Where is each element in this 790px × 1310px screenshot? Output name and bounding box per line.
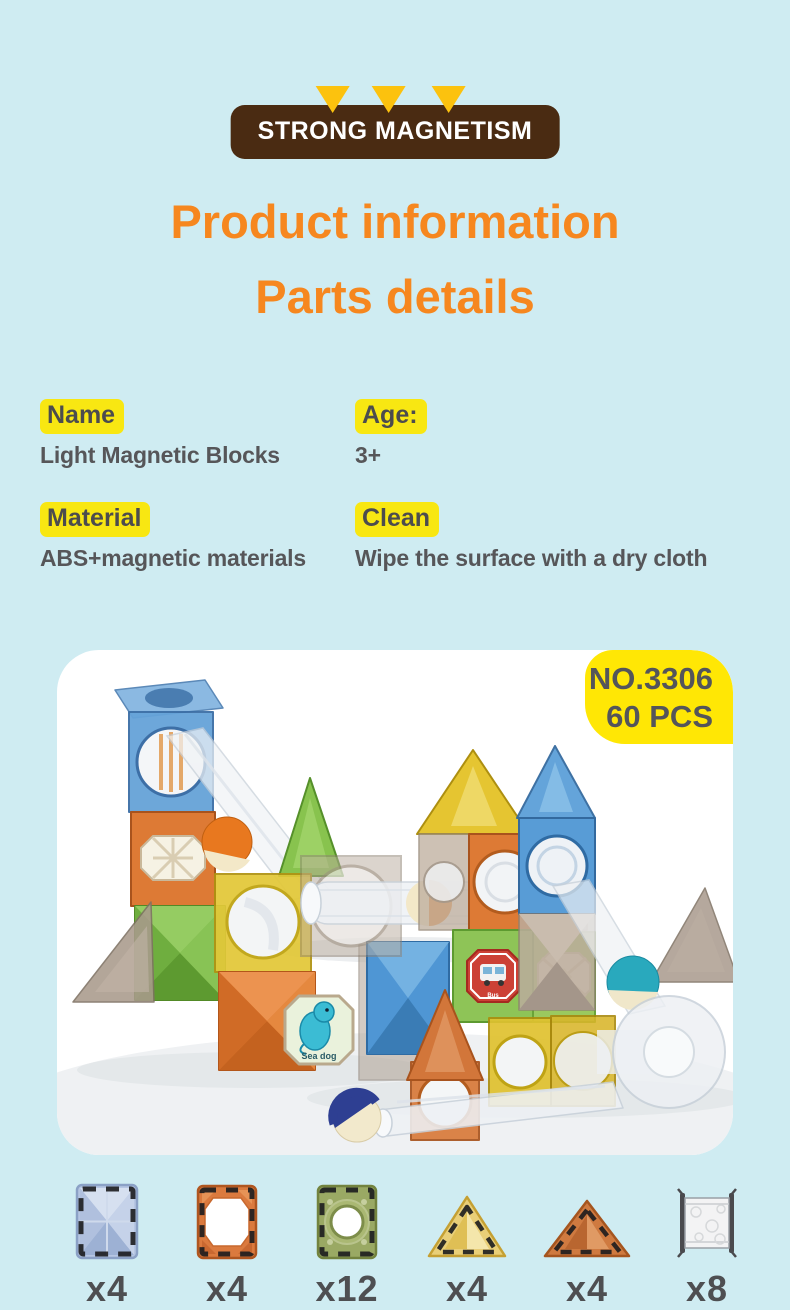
down-triangle-icon bbox=[432, 86, 466, 113]
spec-age-value: 3+ bbox=[355, 442, 381, 468]
part-count: x12 bbox=[315, 1268, 379, 1309]
down-triangle-icon bbox=[372, 86, 406, 113]
part-green-circle-square bbox=[290, 1180, 404, 1310]
spec-age bbox=[355, 399, 427, 469]
model-badge bbox=[585, 650, 733, 744]
part-count: x8 bbox=[685, 1268, 729, 1309]
spec-name-value: Light Magnetic Blocks bbox=[40, 442, 280, 468]
part-count: x4 bbox=[205, 1268, 249, 1309]
page-title bbox=[0, 184, 790, 334]
spec-name bbox=[40, 399, 280, 469]
spec-material-label: Material bbox=[40, 502, 150, 537]
down-triangle-icon bbox=[316, 86, 350, 113]
part-count: x4 bbox=[85, 1268, 129, 1309]
part-count: x4 bbox=[565, 1268, 609, 1309]
blue-square-tile-icon bbox=[75, 1180, 139, 1260]
model-number: NO.3306 bbox=[588, 661, 713, 696]
green-circle-square-tile-icon bbox=[316, 1180, 378, 1260]
product-photo-card bbox=[57, 650, 733, 1155]
bus-sticker-label: Bus bbox=[487, 993, 499, 999]
parts-list bbox=[50, 1180, 764, 1310]
strong-magnetism-banner bbox=[231, 105, 560, 159]
clear-tube-icon bbox=[674, 1180, 740, 1260]
spec-material bbox=[40, 502, 306, 572]
banner-label: STRONG MAGNETISM bbox=[257, 117, 533, 145]
part-count: x4 bbox=[445, 1268, 489, 1309]
spec-clean bbox=[355, 502, 707, 572]
sea-dog-sticker-label: Sea dog bbox=[301, 1051, 337, 1061]
spec-clean-label: Clean bbox=[355, 502, 439, 537]
page-title-line1: Product information bbox=[170, 195, 620, 248]
orange-window-square-tile-icon bbox=[196, 1180, 258, 1260]
part-yellow-triangle bbox=[410, 1180, 524, 1310]
page-title-line2: Parts details bbox=[255, 270, 535, 323]
part-orange-triangle bbox=[530, 1180, 644, 1310]
yellow-triangle-tile-icon bbox=[425, 1180, 509, 1260]
part-orange-window-square bbox=[170, 1180, 284, 1310]
spec-material-value: ABS+magnetic materials bbox=[40, 545, 306, 571]
piece-count: 60 PCS bbox=[606, 699, 713, 734]
part-blue-square bbox=[50, 1180, 164, 1310]
spec-clean-value: Wipe the surface with a dry cloth bbox=[355, 545, 708, 571]
spec-age-label: Age: bbox=[355, 399, 427, 434]
spec-name-label: Name bbox=[40, 399, 124, 434]
orange-triangle-tile-icon bbox=[541, 1180, 633, 1260]
part-clear-tube bbox=[650, 1180, 764, 1310]
